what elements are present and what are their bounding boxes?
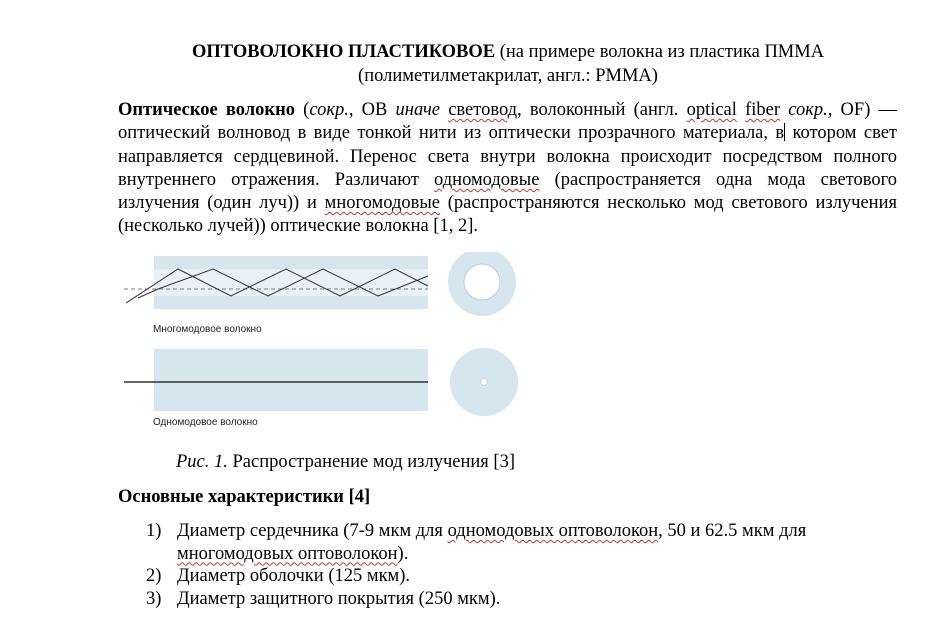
document-title [118,40,898,88]
list-number: 2) [146,566,162,586]
multimode-cross-section-core [464,264,500,300]
text-run: (распространяются несколько мод светового излучения (несколько лучей)) оптические волокна [1, 2]. [118,193,897,237]
text-run: , 50 и 62.5 мкм для [658,521,807,541]
title-bold: ОПТОВОЛОКНО ПЛАСТИКОВОЕ [191,42,496,62]
text-run: (распространяется одна мода светового излучения (один луч)) и [118,169,897,214]
text-run: ( [295,100,310,120]
caption-text: Распространение мод излучения [3] [227,452,515,472]
list-item [146,520,886,565]
characteristics-list [146,520,886,610]
singlemode-cross-section-core [481,379,488,386]
section-heading: Основные характеристики [4] [118,487,371,507]
text-run: ). [397,543,409,564]
list-text [177,520,886,565]
intro-paragraph [118,99,897,239]
title-rest: (на примере волокна из пластика ПММА [495,42,825,62]
figure-caption [176,450,515,474]
text-run [737,100,745,120]
singlemode-cladding [154,349,428,411]
spellcheck-word: одномодовые [434,169,540,190]
text-run [440,100,448,120]
title-line2: (полиметилметакрилат, англ.: PMMA) [358,66,658,86]
list-item [146,565,886,588]
singlemode-label: Одномодовое волокно [153,417,258,428]
italic-word: иначе [395,100,441,120]
text-run: ОВ [353,100,396,120]
spellcheck-word: световод [448,100,518,120]
spellcheck-word: optical [686,100,737,120]
list-text: Диаметр защитного покрытия (250 мкм). [177,588,501,609]
text-run: OF) — оптический волновод в виде тонкой нити из оптически прозрачного материала, в [118,100,898,144]
list-text: Диаметр оболочки (125 мкм). [177,566,411,586]
spellcheck-word: многомодовых оптоволокон [177,543,398,564]
fiber-diagram [118,252,538,432]
text-run: Диаметр сердечника (7-9 мкм для [177,521,448,541]
list-number: 1) [146,521,162,541]
text-run: котором свет направляется сердцевиной. Перенос света внутри волокна происходит посредством полного внутреннего отражения. Различают [118,123,897,190]
list-number: 3) [146,588,162,609]
text-run [780,100,788,120]
spellcheck-word: fiber [745,100,781,120]
term: Оптическое волокно [118,100,295,120]
list-item [146,588,886,611]
abbr: сокр., [309,100,354,120]
fiber-figure [118,252,538,432]
spellcheck-word: одномодовых оптоволокон [447,521,659,541]
spellcheck-word: многомодовые [324,193,440,214]
abbr: сокр., [788,100,833,120]
text-run: , волоконный (англ. [517,100,687,120]
caption-prefix: Рис. 1. [176,452,228,472]
multimode-label: Многомодовое волокно [153,324,262,335]
